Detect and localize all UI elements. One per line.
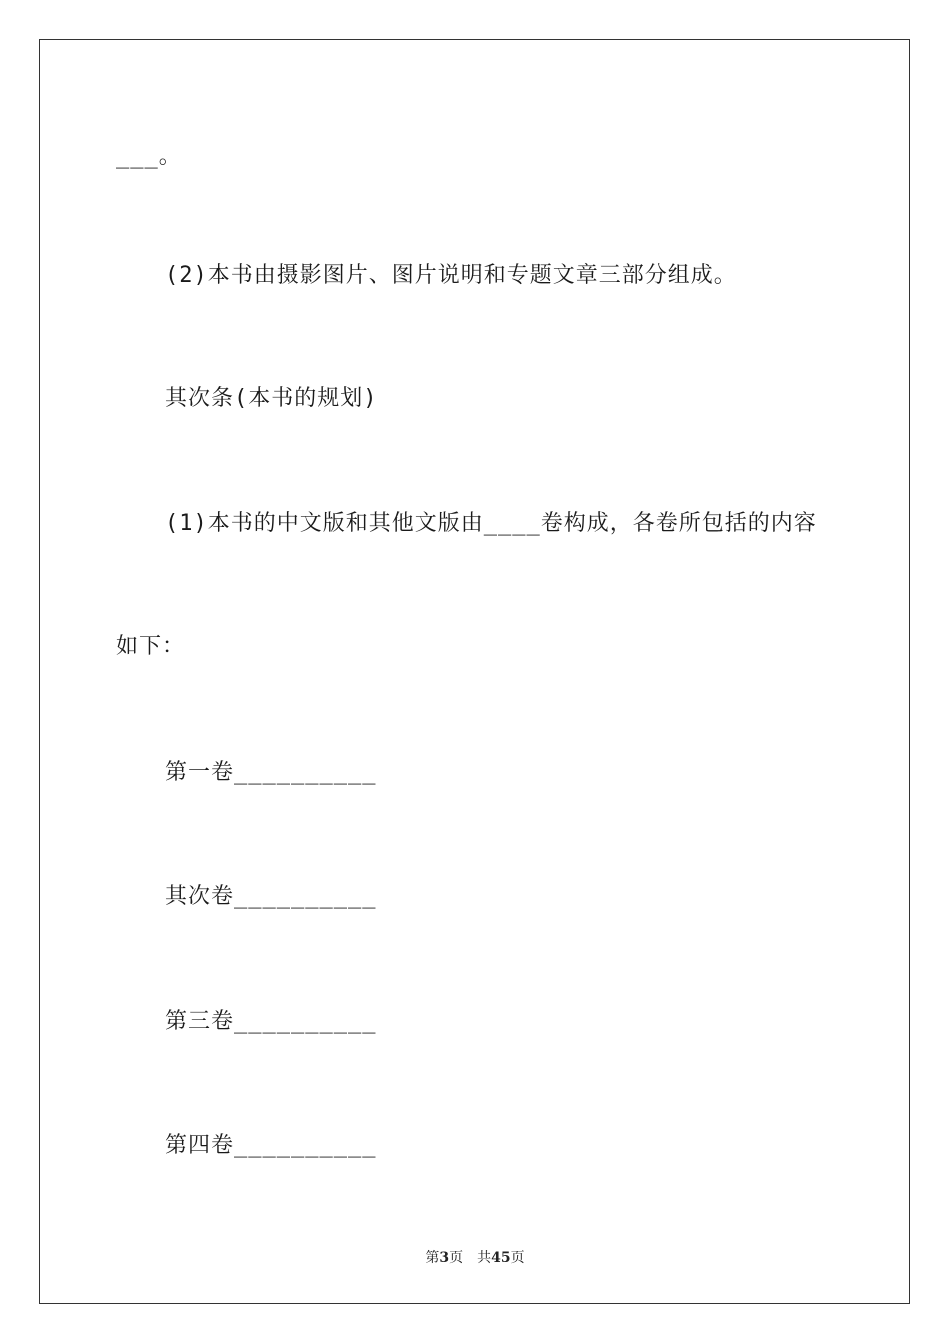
text-line-volume-2: 其次卷__________ <box>165 884 377 909</box>
text-line-article-heading: 其次条(本书的规划) <box>165 386 378 411</box>
text-line-composition: (2)本书由摄影图片、图片说明和专题文章三部分组成。 <box>165 263 737 288</box>
text-line-volume-1: 第一卷__________ <box>165 760 377 785</box>
footer-total-pages: 45 <box>491 1250 511 1266</box>
text-line-volume-4: 第四卷__________ <box>165 1133 377 1158</box>
text-line-volumes: (1)本书的中文版和其他文版由____卷构成，各卷所包括的内容 <box>165 511 817 536</box>
footer-prefix: 第 <box>425 1250 440 1266</box>
text-line-as-follows: 如下： <box>116 634 186 659</box>
footer-suffix: 页 <box>510 1250 525 1266</box>
footer-page-number: 3 <box>439 1250 450 1266</box>
page-footer <box>0 1247 950 1267</box>
text-line-volume-3: 第三卷__________ <box>165 1009 377 1034</box>
footer-middle: 页 共 <box>449 1250 492 1266</box>
text-line-fragment: ___。 <box>116 144 182 169</box>
page-frame <box>39 39 910 1304</box>
